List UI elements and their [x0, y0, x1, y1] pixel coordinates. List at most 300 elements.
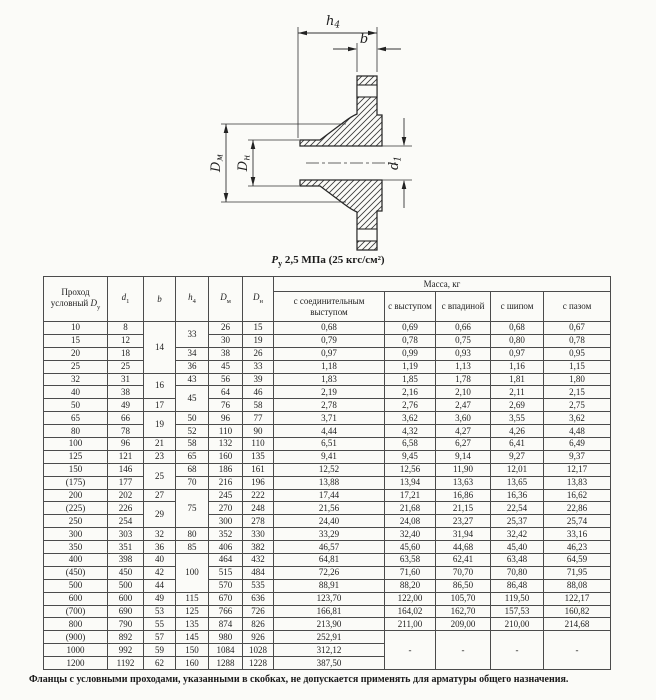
- table-cell: 71,60: [385, 566, 436, 579]
- table-cell: 0,68: [274, 322, 385, 335]
- table-cell: (700): [44, 605, 108, 618]
- table-cell: 150: [176, 644, 209, 657]
- table-cell: 202: [108, 489, 144, 502]
- table-cell: 9,14: [436, 450, 491, 463]
- table-cell: 21,56: [274, 502, 385, 515]
- dim-label-h4: h4: [325, 14, 341, 31]
- table-cell: 166,81: [274, 605, 385, 618]
- table-row: [44, 412, 611, 425]
- table-row: [44, 322, 611, 335]
- table-cell: 874: [209, 618, 243, 631]
- table-cell: 12,56: [385, 463, 436, 476]
- table-cell: 110: [209, 425, 243, 438]
- table-cell: 1288: [209, 657, 243, 670]
- table-cell: 11,90: [436, 463, 491, 476]
- table-cell: 42: [144, 566, 176, 579]
- table-row: [44, 618, 611, 631]
- table-cell: 71,95: [544, 566, 611, 579]
- table-cell: 766: [209, 605, 243, 618]
- table-cell: 0,66: [436, 322, 491, 335]
- table-cell: 303: [108, 528, 144, 541]
- table-row: [44, 476, 611, 489]
- table-row: [44, 463, 611, 476]
- table-cell: 1192: [108, 657, 144, 670]
- drawing-caption: $P_у$ 2,5 МПа (25 кгс/см²): [271, 254, 385, 269]
- table-cell: (450): [44, 566, 108, 579]
- table-cell: 1000: [44, 644, 108, 657]
- table-cell: 22,86: [544, 502, 611, 515]
- table-cell: 15: [44, 334, 108, 347]
- table-cell: 40: [44, 386, 108, 399]
- table-cell: 157,53: [491, 605, 544, 618]
- table-cell: 21,15: [436, 502, 491, 515]
- table-cell: 49: [108, 399, 144, 412]
- table-cell: 27: [144, 489, 176, 502]
- table-row: [44, 554, 611, 567]
- table-cell: 105,70: [436, 592, 491, 605]
- table-cell: 0,97: [274, 347, 385, 360]
- table-cell: 450: [108, 566, 144, 579]
- table-cell: 211,00: [385, 618, 436, 631]
- table-row: [44, 515, 611, 528]
- table-cell: 1200: [44, 657, 108, 670]
- table-row: [44, 631, 611, 644]
- table-cell: 25: [108, 360, 144, 373]
- table-cell: -: [436, 631, 491, 670]
- table-cell: 690: [108, 605, 144, 618]
- table-cell: 55: [144, 618, 176, 631]
- table-cell: 57: [144, 631, 176, 644]
- table-cell: 33: [176, 322, 209, 348]
- header-cell: с впадиной: [436, 292, 491, 322]
- table-cell: 13,65: [491, 476, 544, 489]
- table-cell: 6,49: [544, 438, 611, 451]
- table-cell: 123,70: [274, 592, 385, 605]
- table-row: [44, 502, 611, 515]
- table-row: [44, 386, 611, 399]
- header-cell: с шипом: [491, 292, 544, 322]
- table-cell: 400: [44, 554, 108, 567]
- table-cell: 2,76: [385, 399, 436, 412]
- table-cell: 926: [243, 631, 274, 644]
- table-cell: 12,01: [491, 463, 544, 476]
- table-cell: 132: [209, 438, 243, 451]
- table-cell: 38: [209, 347, 243, 360]
- table-cell: 3,60: [436, 412, 491, 425]
- table-row: [44, 566, 611, 579]
- table-row: [44, 438, 611, 451]
- table-cell: 46: [243, 386, 274, 399]
- header-cell: $h_4$: [176, 277, 209, 322]
- table-cell: 39: [243, 373, 274, 386]
- table-cell: (175): [44, 476, 108, 489]
- table-cell: 2,10: [436, 386, 491, 399]
- table-cell: 32: [144, 528, 176, 541]
- table-cell: 670: [209, 592, 243, 605]
- table-cell: 96: [209, 412, 243, 425]
- table-cell: 122,00: [385, 592, 436, 605]
- table-cell: 2,19: [274, 386, 385, 399]
- table-cell: 980: [209, 631, 243, 644]
- table-cell: 88,20: [385, 579, 436, 592]
- table-cell: 45,40: [491, 541, 544, 554]
- table-cell: 49: [144, 592, 176, 605]
- table-cell: 160: [209, 450, 243, 463]
- flange-dimensions-table: [43, 276, 611, 670]
- table-cell: 19: [243, 334, 274, 347]
- table-cell: 52: [176, 425, 209, 438]
- table-cell: 6,27: [436, 438, 491, 451]
- table-cell: 45,60: [385, 541, 436, 554]
- table-cell: 59: [144, 644, 176, 657]
- table-cell: 1028: [243, 644, 274, 657]
- table-cell: 36: [144, 541, 176, 554]
- dimension-dm: [209, 124, 228, 202]
- table-cell: -: [385, 631, 436, 670]
- table-cell: 177: [108, 476, 144, 489]
- table-cell: 2,11: [491, 386, 544, 399]
- table-cell: 25,37: [491, 515, 544, 528]
- table-cell: 351: [108, 541, 144, 554]
- header-cell: $D_н$: [243, 277, 274, 322]
- table-cell: 398: [108, 554, 144, 567]
- table-cell: 17,21: [385, 489, 436, 502]
- table-cell: 68: [176, 463, 209, 476]
- table-cell: 9,27: [491, 450, 544, 463]
- table-cell: 23,27: [436, 515, 491, 528]
- table-cell: 600: [108, 592, 144, 605]
- table-cell: 76: [209, 399, 243, 412]
- table-cell: 278: [243, 515, 274, 528]
- table-cell: 726: [243, 605, 274, 618]
- table-cell: 6,41: [491, 438, 544, 451]
- table-cell: 36: [176, 360, 209, 373]
- table-cell: 80: [176, 528, 209, 541]
- table-cell: 0,78: [385, 334, 436, 347]
- header-cell: с пазом: [544, 292, 611, 322]
- table-cell: 25: [44, 360, 108, 373]
- table-cell: 135: [243, 450, 274, 463]
- table-cell: 58: [176, 438, 209, 451]
- table-cell: 80: [44, 425, 108, 438]
- table-cell: 216: [209, 476, 243, 489]
- table-cell: 13,63: [436, 476, 491, 489]
- table-cell: 245: [209, 489, 243, 502]
- table-cell: 62,41: [436, 554, 491, 567]
- table-cell: 15: [243, 322, 274, 335]
- table-cell: 9,41: [274, 450, 385, 463]
- table-cell: 4,27: [436, 425, 491, 438]
- table-cell: 125: [44, 450, 108, 463]
- header-cell: b: [144, 277, 176, 322]
- table-row: [44, 277, 611, 292]
- table-cell: 350: [44, 541, 108, 554]
- table-cell: 9,37: [544, 450, 611, 463]
- table-cell: 17: [144, 399, 176, 412]
- table-cell: 500: [108, 579, 144, 592]
- table-cell: 43: [176, 373, 209, 386]
- table-cell: 13,94: [385, 476, 436, 489]
- table-cell: -: [491, 631, 544, 670]
- table-cell: 406: [209, 541, 243, 554]
- table-cell: 40: [144, 554, 176, 567]
- table-row: [44, 605, 611, 618]
- table-cell: 1,19: [385, 360, 436, 373]
- table-cell: 1,13: [436, 360, 491, 373]
- table-cell: 12,17: [544, 463, 611, 476]
- table-cell: 33: [243, 360, 274, 373]
- dim-label-b: b: [359, 32, 369, 47]
- table-cell: 23: [144, 450, 176, 463]
- table-row: [44, 373, 611, 386]
- table-cell: 200: [44, 489, 108, 502]
- table-cell: 45: [209, 360, 243, 373]
- table-cell: 4,26: [491, 425, 544, 438]
- table-cell: (225): [44, 502, 108, 515]
- table-cell: 24,40: [274, 515, 385, 528]
- bolt-hole-band: [357, 229, 377, 241]
- table-cell: 85: [176, 541, 209, 554]
- dimension-d1: [387, 118, 406, 208]
- table-cell: 2,16: [385, 386, 436, 399]
- dimension-b: [333, 32, 401, 51]
- table-cell: 53: [144, 605, 176, 618]
- table-footnote: Фланцы с условными проходами, указанными в скобках, не допускается применять для арматуры общего назначения.: [29, 674, 569, 685]
- table-cell: 125: [176, 605, 209, 618]
- table-cell: 0,99: [385, 347, 436, 360]
- table-cell: 1,15: [544, 360, 611, 373]
- table-cell: 161: [243, 463, 274, 476]
- table-cell: 352: [209, 528, 243, 541]
- table-cell: 214,68: [544, 618, 611, 631]
- table-cell: 1,16: [491, 360, 544, 373]
- table-cell: 2,69: [491, 399, 544, 412]
- table-cell: 121: [108, 450, 144, 463]
- table-cell: 34: [176, 347, 209, 360]
- table-cell: 32,42: [491, 528, 544, 541]
- table-cell: 46,57: [274, 541, 385, 554]
- table-cell: 86,50: [436, 579, 491, 592]
- table-cell: 826: [243, 618, 274, 631]
- table-cell: 22,54: [491, 502, 544, 515]
- table-cell: 63,48: [491, 554, 544, 567]
- table-cell: 77: [243, 412, 274, 425]
- table-row: [44, 334, 611, 347]
- table-cell: 515: [209, 566, 243, 579]
- table-cell: 222: [243, 489, 274, 502]
- table-cell: 6,51: [274, 438, 385, 451]
- table-cell: 3,55: [491, 412, 544, 425]
- table-cell: 26: [243, 347, 274, 360]
- table-cell: 135: [176, 618, 209, 631]
- table-cell: 50: [44, 399, 108, 412]
- table-row: [44, 360, 611, 373]
- flange-section: [300, 76, 396, 250]
- table-cell: 0,69: [385, 322, 436, 335]
- table-row: [44, 425, 611, 438]
- table-cell: 17,44: [274, 489, 385, 502]
- table-cell: 0,67: [544, 322, 611, 335]
- table-cell: 75: [176, 489, 209, 528]
- table-cell: 26: [209, 322, 243, 335]
- table-cell: 56: [209, 373, 243, 386]
- table-cell: 70,80: [491, 566, 544, 579]
- header-cell: Масса, кг: [274, 277, 611, 292]
- table-body: [44, 322, 611, 670]
- table-cell: 145: [176, 631, 209, 644]
- table-cell: 122,17: [544, 592, 611, 605]
- table-cell: 100: [44, 438, 108, 451]
- table-row: [44, 592, 611, 605]
- table-row: [44, 399, 611, 412]
- table-cell: 160,82: [544, 605, 611, 618]
- table-cell: 70: [176, 476, 209, 489]
- table-cell: 30: [209, 334, 243, 347]
- bolt-hole-band: [357, 85, 377, 97]
- table-cell: 12,52: [274, 463, 385, 476]
- table-cell: 387,50: [274, 657, 385, 670]
- table-cell: 16,86: [436, 489, 491, 502]
- table-cell: 115: [176, 592, 209, 605]
- dim-label-d1: d1: [387, 155, 404, 171]
- table-cell: 31: [108, 373, 144, 386]
- table-cell: 0,80: [491, 334, 544, 347]
- table-cell: 64: [209, 386, 243, 399]
- table-cell: 90: [243, 425, 274, 438]
- table-cell: 65: [176, 450, 209, 463]
- table-cell: 62: [144, 657, 176, 670]
- header-cell: с соединительным выступом: [274, 292, 385, 322]
- table-cell: 892: [108, 631, 144, 644]
- table-cell: 72,26: [274, 566, 385, 579]
- table-cell: 20: [44, 347, 108, 360]
- header-cell: $D_м$: [209, 277, 243, 322]
- table-cell: 6,58: [385, 438, 436, 451]
- table-cell: 500: [44, 579, 108, 592]
- table-cell: 2,47: [436, 399, 491, 412]
- table-cell: 484: [243, 566, 274, 579]
- table-cell: 32,40: [385, 528, 436, 541]
- table-row: [44, 450, 611, 463]
- table-cell: 8: [108, 322, 144, 335]
- table-cell: 63,58: [385, 554, 436, 567]
- dimension-dn: [236, 140, 255, 186]
- table-cell: 213,90: [274, 618, 385, 631]
- table-cell: 150: [44, 463, 108, 476]
- table-cell: 0,78: [544, 334, 611, 347]
- table-cell: 1,83: [274, 373, 385, 386]
- table-cell: 2,78: [274, 399, 385, 412]
- table-cell: 14: [144, 322, 176, 374]
- table-cell: 382: [243, 541, 274, 554]
- table-cell: 1,80: [544, 373, 611, 386]
- table-cell: 226: [108, 502, 144, 515]
- extension-lines: [221, 27, 412, 202]
- table-cell: 110: [243, 438, 274, 451]
- table-cell: 4,48: [544, 425, 611, 438]
- table-cell: 13,88: [274, 476, 385, 489]
- table-cell: 162,70: [436, 605, 491, 618]
- table-cell: 0,97: [491, 347, 544, 360]
- table-cell: 464: [209, 554, 243, 567]
- table-row: [44, 489, 611, 502]
- table-cell: 250: [44, 515, 108, 528]
- table-cell: 119,50: [491, 592, 544, 605]
- table-cell: 1,78: [436, 373, 491, 386]
- table-cell: 0,79: [274, 334, 385, 347]
- table-cell: 300: [44, 528, 108, 541]
- table-cell: 4,32: [385, 425, 436, 438]
- table-cell: 4,44: [274, 425, 385, 438]
- table-cell: 800: [44, 618, 108, 631]
- table-cell: 21: [144, 438, 176, 451]
- table-cell: 24,08: [385, 515, 436, 528]
- header-cell: $d_1$: [108, 277, 144, 322]
- table-cell: 300: [209, 515, 243, 528]
- table-cell: 3,62: [385, 412, 436, 425]
- table-cell: 254: [108, 515, 144, 528]
- table-cell: 570: [209, 579, 243, 592]
- header-cell: с выступом: [385, 292, 436, 322]
- table-cell: 96: [108, 438, 144, 451]
- table-cell: 29: [144, 502, 176, 528]
- table-cell: (900): [44, 631, 108, 644]
- table-cell: 0,95: [544, 347, 611, 360]
- table-cell: 209,00: [436, 618, 491, 631]
- table-cell: 3,62: [544, 412, 611, 425]
- dim-label-dn: Dн: [236, 154, 253, 172]
- table-cell: 44,68: [436, 541, 491, 554]
- table-cell: 16: [144, 373, 176, 399]
- table-container: [43, 276, 611, 670]
- table-header: [44, 277, 611, 322]
- table-cell: 210,00: [491, 618, 544, 631]
- table-cell: 25: [144, 463, 176, 489]
- table-row: [44, 528, 611, 541]
- table-cell: 535: [243, 579, 274, 592]
- table-cell: 992: [108, 644, 144, 657]
- table-cell: 196: [243, 476, 274, 489]
- table-cell: 31,94: [436, 528, 491, 541]
- table-cell: 600: [44, 592, 108, 605]
- table-cell: 0,68: [491, 322, 544, 335]
- table-cell: 252,91: [274, 631, 385, 644]
- table-cell: 1084: [209, 644, 243, 657]
- table-cell: 58: [243, 399, 274, 412]
- table-row: [44, 579, 611, 592]
- table-cell: 1,85: [385, 373, 436, 386]
- table-cell: 2,75: [544, 399, 611, 412]
- table-cell: 9,45: [385, 450, 436, 463]
- table-cell: 38: [108, 386, 144, 399]
- table-cell: 64,59: [544, 554, 611, 567]
- flange-drawing: [0, 0, 656, 252]
- table-cell: 33,16: [544, 528, 611, 541]
- table-cell: 88,91: [274, 579, 385, 592]
- table-cell: 312,12: [274, 644, 385, 657]
- table-cell: 2,15: [544, 386, 611, 399]
- table-cell: 12: [108, 334, 144, 347]
- table-cell: 19: [144, 412, 176, 438]
- table-cell: 65: [44, 412, 108, 425]
- table-cell: 44: [144, 579, 176, 592]
- table-row: [44, 541, 611, 554]
- table-cell: 432: [243, 554, 274, 567]
- table-cell: 88,08: [544, 579, 611, 592]
- table-cell: 270: [209, 502, 243, 515]
- table-cell: 0,93: [436, 347, 491, 360]
- header-cell: Проход условный $D_у$: [44, 277, 108, 322]
